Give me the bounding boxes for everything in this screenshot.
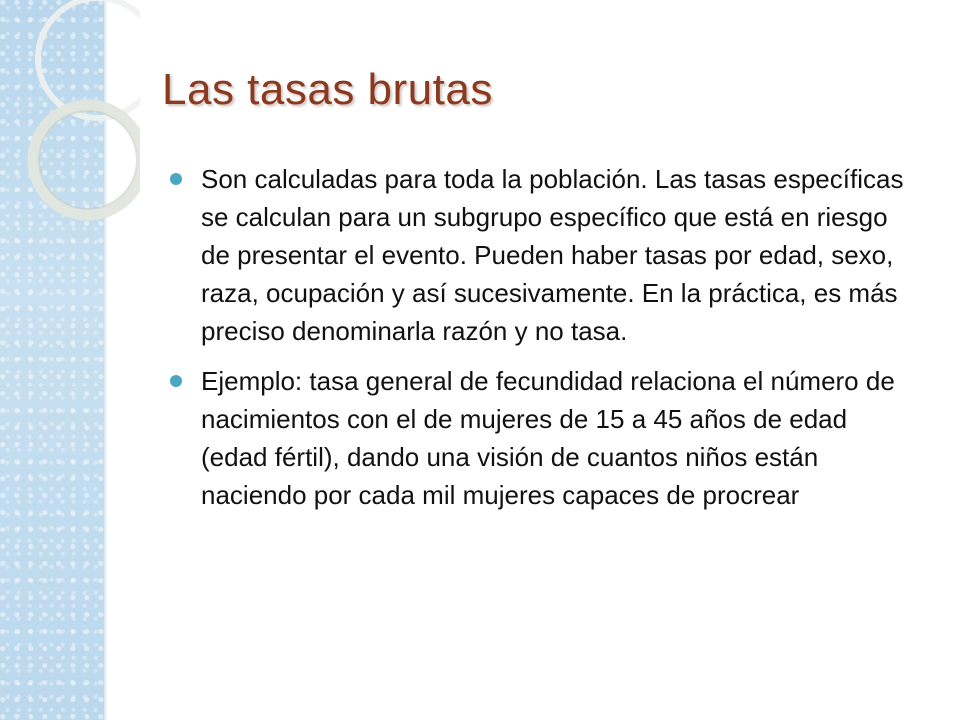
- bullet-list: [170, 160, 920, 526]
- bullet-dot-icon: [170, 173, 182, 185]
- bullet-dot-icon: [170, 375, 182, 387]
- bullet-text: Ejemplo: tasa general de fecundidad relaciona el número de nacimientos con el de mujeres de 15 a 45 años de edad (edad fértil), dando una visión de cuantos niños están naciendo por cada mil mujeres capaces de procrear: [201, 366, 895, 510]
- decorative-ring-lower-shade: [39, 111, 137, 209]
- decorative-rings: [0, 0, 140, 240]
- bullet-text: Son calculadas para toda la población. Las tasas específicas se calculan para un subgrupo específico que está en riesgo de presentar el evento. Pueden haber tasas por edad, sexo, raza, ocupación y así sucesivamente. En la práctica, es más preciso denominarla razón y no tasa.: [201, 164, 904, 346]
- bullet-item: [170, 362, 920, 514]
- bullet-item: [170, 160, 920, 350]
- decorative-ring-lower: [33, 105, 140, 215]
- slide-title: Las tasas brutas: [162, 65, 493, 114]
